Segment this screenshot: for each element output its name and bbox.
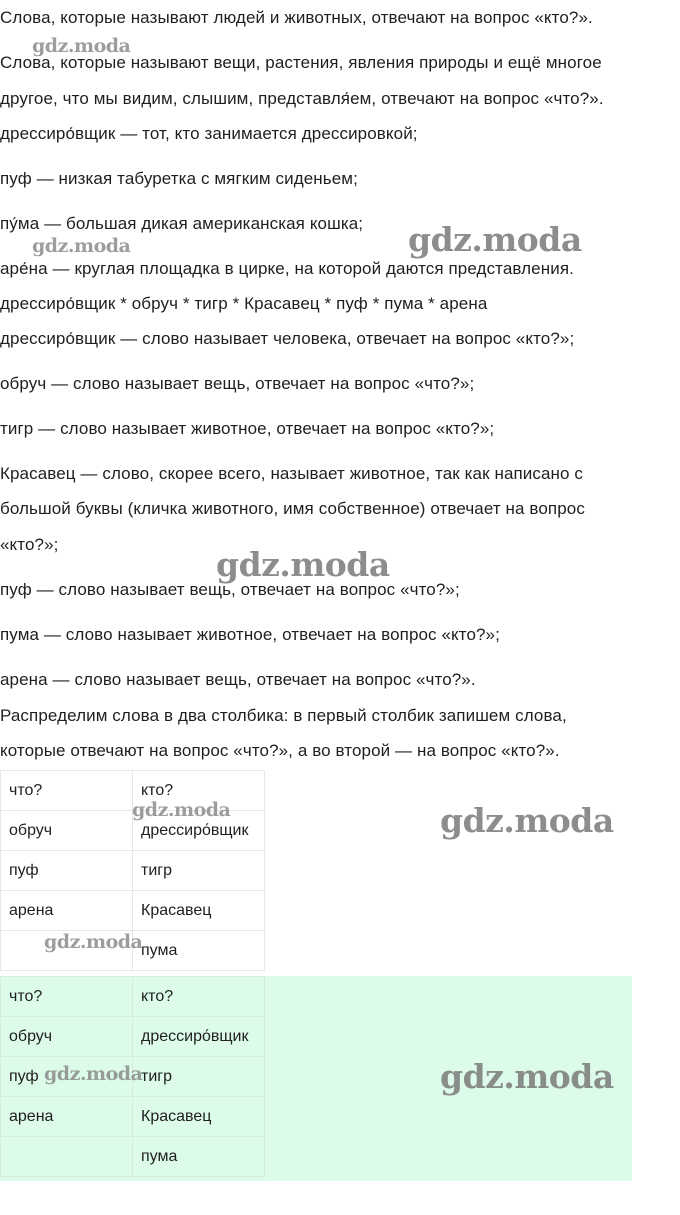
watermark: gdz.moda (32, 235, 131, 257)
text-line: Слова, которые называют людей и животных, отвечают на вопрос «кто?». (0, 8, 593, 27)
table-cell: кто? (133, 771, 265, 811)
table-cell: арена (1, 1097, 133, 1137)
table-cell: кто? (133, 977, 265, 1017)
text-line: дрессиро́вщик — тот, кто занимается дрессировкой; (0, 124, 418, 143)
text-line: Красавец — слово, скорее всего, называет животное, так как написано с (0, 464, 584, 483)
table-cell: пума (133, 931, 265, 971)
table-cell: тигр (133, 1057, 265, 1097)
table-row (1, 977, 265, 1017)
table-cell: арена (1, 891, 133, 931)
watermark: gdz.moda (216, 545, 390, 584)
text-line: «кто?»; (0, 535, 59, 554)
text-line: дрессиро́вщик — слово называет человека, отвечает на вопрос «кто?»; (0, 329, 575, 348)
table-cell: обруч (1, 811, 133, 851)
text-line: пуф — слово называет вещь, отвечает на вопрос «что?»; (0, 580, 460, 599)
table-cell: пума (133, 1137, 265, 1177)
table-cell (1, 1137, 133, 1177)
text-line: Распределим слова в два столбика: в первый столбик запишем слова, (0, 706, 567, 725)
table-cell: пуф (1, 1057, 133, 1097)
table-cell: Красавец (133, 1097, 265, 1137)
watermark: gdz.moda (440, 801, 614, 840)
text-line: пума — слово называет животное, отвечает на вопрос «кто?»; (0, 625, 500, 644)
table-cell: дрессиро́вщик (133, 811, 265, 851)
watermark: gdz.moda (440, 1057, 614, 1096)
table-row (1, 1137, 265, 1177)
watermark: gdz.moda (132, 799, 231, 821)
table-row (1, 891, 265, 931)
table-cell: что? (1, 977, 133, 1017)
table-cell: Красавец (133, 891, 265, 931)
text-line: обруч — слово называет вещь, отвечает на вопрос «что?»; (0, 374, 475, 393)
table-row (1, 1017, 265, 1057)
table-cell: дрессиро́вщик (133, 1017, 265, 1057)
text-line: которые отвечают на вопрос «что?», а во второй — на вопрос «кто?». (0, 741, 560, 760)
table-row (1, 1097, 265, 1137)
text-line: арена — слово называет вещь, отвечает на вопрос «что?». (0, 670, 476, 689)
text-line: тигр — слово называет животное, отвечает на вопрос «кто?»; (0, 419, 495, 438)
text-line: пу́ма — большая дикая американская кошка; (0, 214, 364, 233)
watermark: gdz.moda (32, 35, 131, 57)
table-row (1, 851, 265, 891)
table-cell: тигр (133, 851, 265, 891)
watermark: gdz.moda (44, 1063, 143, 1085)
watermark: gdz.moda (44, 931, 143, 953)
text-line: другое, что мы видим, слышим, представля́ем, отвечают на вопрос «что?». (0, 89, 604, 108)
table-cell: что? (1, 771, 133, 811)
text-line: Слова, которые называют вещи, растения, явления природы и ещё многое (0, 53, 602, 72)
text-line: пуф — низкая табуретка с мягким сиденьем; (0, 169, 358, 188)
table-cell: пуф (1, 851, 133, 891)
table-cell: обруч (1, 1017, 133, 1057)
text-line: большой буквы (кличка животного, имя собственное) отвечает на вопрос (0, 499, 585, 518)
text-line: аре́на — круглая площадка в цирке, на которой даются представления. (0, 259, 574, 278)
text-line: дрессиро́вщик * обруч * тигр * Красавец * пуф * пума * арена (0, 294, 488, 313)
watermark: gdz.moda (408, 220, 582, 259)
